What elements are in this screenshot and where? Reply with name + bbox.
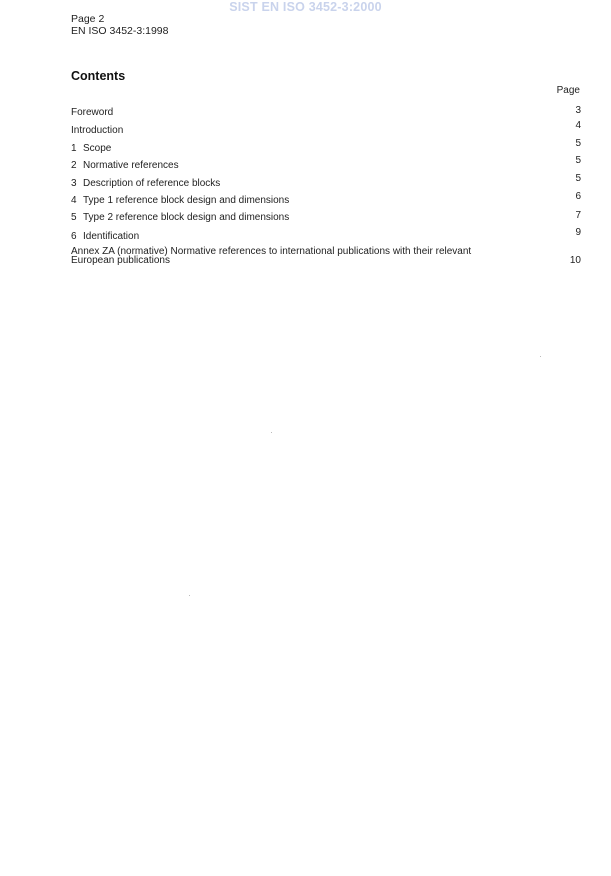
page-header <box>71 13 168 37</box>
toc-entry-label: 1 Scope <box>71 143 112 154</box>
toc-entry-type1 <box>71 193 581 207</box>
toc-entry-label: Introduction <box>71 125 124 136</box>
toc-entry-normative-references <box>71 155 581 172</box>
toc-entry-label: 2 Normative references <box>71 160 179 171</box>
page-number: Page 2 <box>71 13 105 25</box>
toc-entry-label: 5 Type 2 reference block design and dimensions <box>71 212 290 223</box>
toc-entry-page: 5 <box>575 138 581 149</box>
toc-entry-label: Foreword <box>71 107 114 118</box>
toc-entry-identification <box>71 229 581 243</box>
toc-entry-label: 6 Identification <box>71 231 140 242</box>
toc-entry-scope <box>71 138 581 155</box>
toc-entry-annex-za <box>71 246 581 270</box>
toc-entry-page: 4 <box>575 120 581 131</box>
toc-entry-introduction <box>71 120 581 137</box>
toc-entry-page: 9 <box>575 227 581 238</box>
toc-entry-type2 <box>71 210 581 224</box>
toc-entry-label: Annex ZA (normative) Normative references to international publications with their relevant European publications <box>71 246 472 266</box>
toc-entry-page: 7 <box>575 210 581 221</box>
contents-heading: Contents <box>71 69 126 83</box>
toc-entry-page: 5 <box>575 155 581 166</box>
toc-entry-page: 5 <box>575 173 581 184</box>
watermark: SIST EN ISO 3452-3:2000 <box>229 0 382 14</box>
toc-entry-label: 4 Type 1 reference block design and dimensions <box>71 195 290 206</box>
toc-entry-page: 10 <box>569 255 581 266</box>
toc-entry-label: 3 Description of reference blocks <box>71 178 221 189</box>
toc-entry-page: 6 <box>575 191 581 202</box>
scan-speck <box>271 432 272 433</box>
toc-entry-description <box>71 173 581 190</box>
toc-entry-page: 3 <box>575 105 581 116</box>
standard-id: EN ISO 3452-3:1998 <box>71 25 169 37</box>
scan-speck <box>189 595 190 596</box>
toc-entry-foreword <box>71 105 581 119</box>
page-column-label: Page <box>556 85 580 96</box>
scan-speck <box>540 356 541 357</box>
